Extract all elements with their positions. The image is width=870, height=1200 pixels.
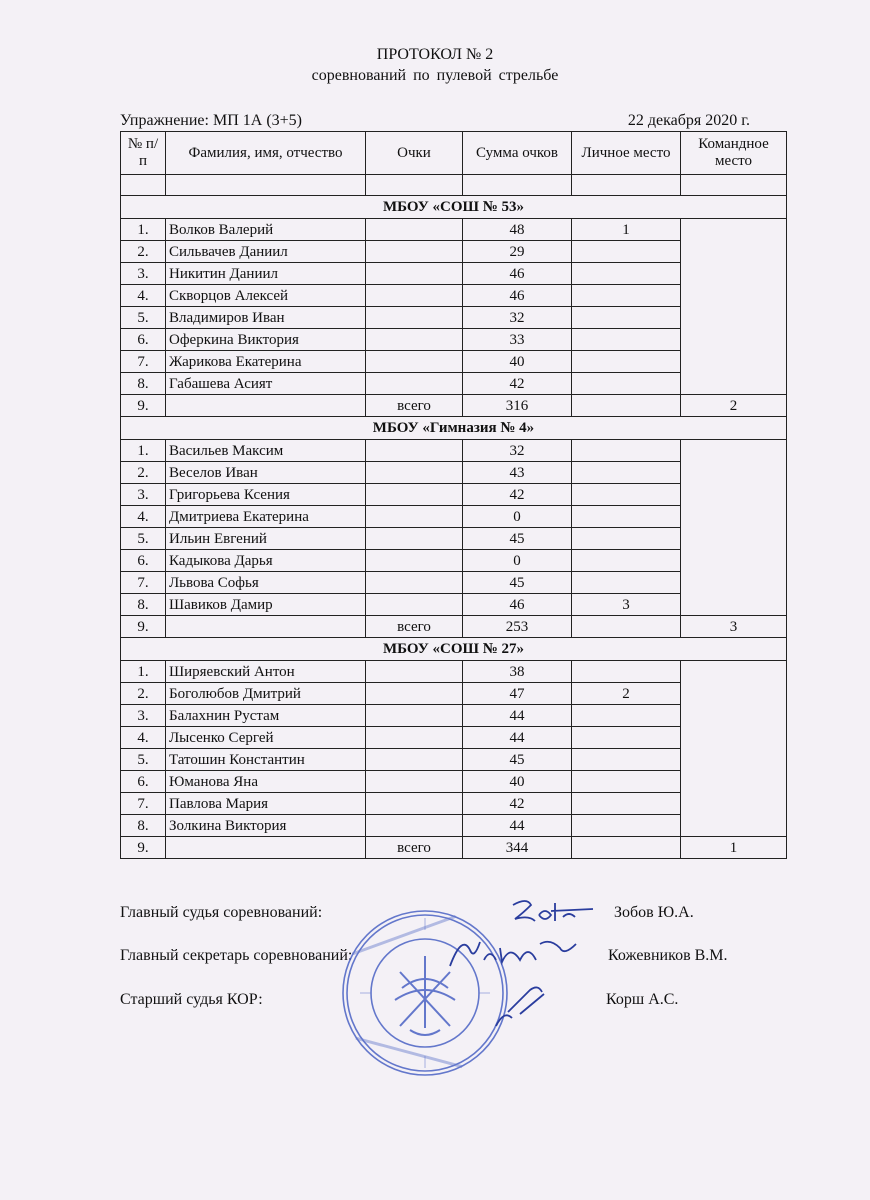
sum-cell: 45 (463, 528, 572, 550)
score-cell (366, 373, 463, 395)
score-cell (366, 661, 463, 683)
participant-name: Владимиров Иван (166, 307, 366, 329)
participant-name: Габашева Асият (166, 373, 366, 395)
team-place-cell (681, 219, 787, 395)
participant-name: Кадыкова Дарья (166, 550, 366, 572)
sum-cell: 0 (463, 550, 572, 572)
row-number: 7. (121, 793, 166, 815)
participant-name: Золкина Виктория (166, 815, 366, 837)
row-number: 5. (121, 528, 166, 550)
results-table (120, 131, 787, 859)
score-cell (366, 771, 463, 793)
sum-cell: 44 (463, 815, 572, 837)
participant-name: Скворцов Алексей (166, 285, 366, 307)
sum-cell: 45 (463, 749, 572, 771)
row-number: 6. (121, 329, 166, 351)
score-cell (366, 462, 463, 484)
participant-name: Юманова Яна (166, 771, 366, 793)
sum-cell: 44 (463, 727, 572, 749)
row-number: 1. (121, 219, 166, 241)
personal-place-cell (572, 616, 681, 638)
participant-name: Ильин Евгений (166, 528, 366, 550)
row-number: 5. (121, 749, 166, 771)
protocol-subtitle: соревнований по пулевой стрельбе (311, 67, 559, 84)
personal-place-cell (572, 285, 681, 307)
personal-place-cell (572, 550, 681, 572)
row-number: 3. (121, 263, 166, 285)
signature-role-senior-judge: Старший судья КОР: (120, 991, 263, 1008)
sum-cell: 40 (463, 351, 572, 373)
col-header-name: Фамилия, имя, отчество (166, 132, 366, 175)
row-number: 9. (121, 395, 166, 417)
sum-cell: 42 (463, 484, 572, 506)
personal-place-cell (572, 749, 681, 771)
school-header-row (121, 417, 787, 440)
personal-place-cell (572, 837, 681, 859)
score-cell (366, 307, 463, 329)
personal-place-cell (572, 241, 681, 263)
col-header-team-place: Командное место (681, 132, 787, 175)
personal-place-cell (572, 793, 681, 815)
score-cell (366, 329, 463, 351)
participant-name: Веселов Иван (166, 462, 366, 484)
score-cell (366, 263, 463, 285)
sum-cell: 48 (463, 219, 572, 241)
score-cell (366, 550, 463, 572)
row-number: 9. (121, 837, 166, 859)
participant-name: Григорьева Ксения (166, 484, 366, 506)
participant-name: Васильев Максим (166, 440, 366, 462)
total-row (121, 616, 787, 638)
participant-name: Шавиков Дамир (166, 594, 366, 616)
blank-row (121, 175, 787, 196)
score-cell (366, 241, 463, 263)
row-number: 8. (121, 594, 166, 616)
total-row (121, 395, 787, 417)
team-place-value: 1 (681, 837, 787, 859)
personal-place-cell: 2 (572, 683, 681, 705)
row-number: 2. (121, 683, 166, 705)
participant-name: Павлова Мария (166, 793, 366, 815)
school-header-row (121, 196, 787, 219)
score-cell (366, 749, 463, 771)
participant-name: Львова Софья (166, 572, 366, 594)
table-row (121, 440, 787, 462)
table-header-row (121, 132, 787, 175)
table-row (121, 219, 787, 241)
sum-cell: 46 (463, 594, 572, 616)
participant-name: Жарикова Екатерина (166, 351, 366, 373)
participant-name: Боголюбов Дмитрий (166, 683, 366, 705)
signature-name-chief-judge: Зобов Ю.А. (614, 904, 694, 921)
score-cell (366, 594, 463, 616)
sum-cell: 46 (463, 285, 572, 307)
participant-name: Сильвачев Даниил (166, 241, 366, 263)
row-number: 1. (121, 661, 166, 683)
protocol-date: 22 декабря 2020 г. (627, 112, 750, 129)
personal-place-cell (572, 771, 681, 793)
col-header-sum: Сумма очков (463, 132, 572, 175)
participant-name (166, 395, 366, 417)
sum-cell: 42 (463, 373, 572, 395)
team-place-value: 2 (681, 395, 787, 417)
school-name: МБОУ «Гимназия № 4» (121, 417, 787, 440)
row-number: 4. (121, 727, 166, 749)
row-number: 1. (121, 440, 166, 462)
personal-place-cell (572, 484, 681, 506)
sum-cell: 42 (463, 793, 572, 815)
score-cell (366, 285, 463, 307)
participant-name: Никитин Даниил (166, 263, 366, 285)
col-header-personal-place: Личное место (572, 132, 681, 175)
school-name: МБОУ «СОШ № 53» (121, 196, 787, 219)
sum-cell: 40 (463, 771, 572, 793)
signature-name-chief-secretary: Кожевников В.М. (608, 947, 728, 964)
personal-place-cell: 3 (572, 594, 681, 616)
col-header-score: Очки (366, 132, 463, 175)
personal-place-cell (572, 572, 681, 594)
row-number: 4. (121, 285, 166, 307)
signature-role-chief-secretary: Главный секретарь соревнований: (120, 947, 353, 964)
participant-name: Ширяевский Антон (166, 661, 366, 683)
row-number: 9. (121, 616, 166, 638)
score-cell (366, 440, 463, 462)
team-place-cell (681, 440, 787, 616)
score-cell (366, 351, 463, 373)
personal-place-cell (572, 661, 681, 683)
sum-cell: 44 (463, 705, 572, 727)
col-header-number: № п/п (121, 132, 166, 175)
row-number: 7. (121, 351, 166, 373)
personal-place-cell (572, 440, 681, 462)
row-number: 2. (121, 462, 166, 484)
sum-cell: 43 (463, 462, 572, 484)
sum-cell: 29 (463, 241, 572, 263)
row-number: 5. (121, 307, 166, 329)
participant-name: Волков Валерий (166, 219, 366, 241)
personal-place-cell (572, 329, 681, 351)
personal-place-cell (572, 263, 681, 285)
participant-name: Балахнин Рустам (166, 705, 366, 727)
total-label: всего (366, 616, 463, 638)
protocol-title: ПРОТОКОЛ № 2 (376, 46, 494, 63)
chief-secretary-signature (440, 930, 585, 975)
sum-cell: 46 (463, 263, 572, 285)
participant-name (166, 616, 366, 638)
personal-place-cell: 1 (572, 219, 681, 241)
total-label: всего (366, 837, 463, 859)
score-cell (366, 528, 463, 550)
signature-role-chief-judge: Главный судья соревнований: (120, 904, 323, 921)
signature-name-senior-judge: Корш А.С. (606, 991, 679, 1008)
score-cell (366, 727, 463, 749)
personal-place-cell (572, 395, 681, 417)
exercise-label: Упражнение: МП 1А (3+5) (120, 112, 302, 129)
row-number: 8. (121, 815, 166, 837)
row-number: 6. (121, 550, 166, 572)
row-number: 4. (121, 506, 166, 528)
sum-cell: 32 (463, 440, 572, 462)
score-cell (366, 815, 463, 837)
school-name: МБОУ «СОШ № 27» (121, 638, 787, 661)
table-row (121, 661, 787, 683)
personal-place-cell (572, 307, 681, 329)
sum-cell: 0 (463, 506, 572, 528)
sum-cell: 45 (463, 572, 572, 594)
total-sum: 253 (463, 616, 572, 638)
sum-cell: 47 (463, 683, 572, 705)
score-cell (366, 572, 463, 594)
senior-judge-signature (490, 982, 550, 1030)
score-cell (366, 683, 463, 705)
participant-name: Оферкина Виктория (166, 329, 366, 351)
row-number: 2. (121, 241, 166, 263)
total-label: всего (366, 395, 463, 417)
row-number: 6. (121, 771, 166, 793)
score-cell (366, 705, 463, 727)
personal-place-cell (572, 506, 681, 528)
row-number: 3. (121, 705, 166, 727)
total-row (121, 837, 787, 859)
personal-place-cell (572, 373, 681, 395)
participant-name: Лысенко Сергей (166, 727, 366, 749)
participant-name: Татошин Константин (166, 749, 366, 771)
participant-name (166, 837, 366, 859)
personal-place-cell (572, 462, 681, 484)
personal-place-cell (572, 727, 681, 749)
score-cell (366, 793, 463, 815)
participant-name: Дмитриева Екатерина (166, 506, 366, 528)
personal-place-cell (572, 351, 681, 373)
row-number: 7. (121, 572, 166, 594)
team-place-cell (681, 661, 787, 837)
total-sum: 344 (463, 837, 572, 859)
sum-cell: 33 (463, 329, 572, 351)
chief-judge-signature (505, 895, 605, 931)
team-place-value: 3 (681, 616, 787, 638)
score-cell (366, 219, 463, 241)
row-number: 3. (121, 484, 166, 506)
sum-cell: 38 (463, 661, 572, 683)
row-number: 8. (121, 373, 166, 395)
total-sum: 316 (463, 395, 572, 417)
score-cell (366, 506, 463, 528)
score-cell (366, 484, 463, 506)
sum-cell: 32 (463, 307, 572, 329)
school-header-row (121, 638, 787, 661)
exercise-line (120, 112, 750, 130)
personal-place-cell (572, 705, 681, 727)
personal-place-cell (572, 528, 681, 550)
personal-place-cell (572, 815, 681, 837)
